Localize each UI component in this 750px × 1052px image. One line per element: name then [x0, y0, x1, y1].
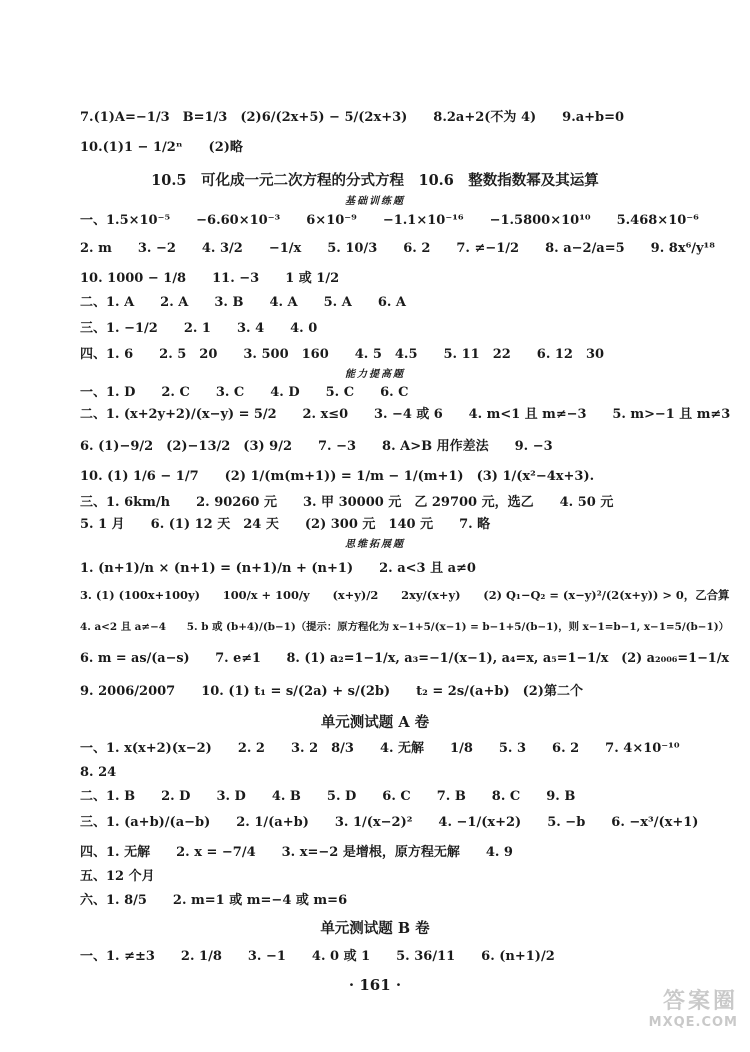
answer-line: 3. (1) (100x+100y) 100/x + 100/y (x+y)/2 2xy/(x+y) (2) Q₁−Q₂ = (x−y)²/(2(x+y)) > 0，乙合算 [80, 588, 730, 602]
answer-line: 6. m = as/(a−s) 7. e≠1 8. (1) a₂=1−1/x, a₃=−1/(x−1), a₄=x, a₅=1−1/x (2) a₂₀₀₆=1−1/x [80, 651, 730, 666]
subsection-basic: 基础训练题 [345, 196, 405, 207]
answer-line: 一、1. x(x+2)(x−2) 2. 2 3. 2 8/3 4. 无解 1/8 5. 3 6. 2 7. 4×10⁻¹⁰ [80, 741, 680, 756]
subsection-thinking: 思维拓展题 [345, 539, 405, 550]
watermark-url: MXQE.COM [648, 1015, 738, 1030]
answer-line: 2. m 3. −2 4. 3/2 −1/x 5. 10/3 6. 2 7. ≠−1/2 8. a−2/a=5 9. 8x⁶/y¹⁸ [80, 241, 715, 256]
answer-line: 7.(1)A=−1/3 B=1/3 (2)6/(2x+5) − 5/(2x+3) 8.2a+2(不为 4) 9.a+b=0 [80, 110, 625, 125]
answer-line: 三、1. 6km/h 2. 90260 元 3. 甲 30000 元 乙 29700 元，选乙 4. 50 元 [80, 495, 614, 510]
answer-line: 一、1. ≠±3 2. 1/8 3. −1 4. 0 或 1 5. 36/11 6. (n+1)/2 [80, 949, 555, 964]
answer-line: 二、1. (x+2y+2)/(x−y) = 5/2 2. x≤0 3. −4 或 6 4. m<1 且 m≠−3 5. m>−1 且 m≠3 [80, 407, 731, 422]
answer-line: 10. (1) 1/6 − 1/7 (2) 1/(m(m+1)) = 1/m − 1/(m+1) (3) 1/(x²−4x+3). [80, 469, 595, 484]
watermark-logo-text: 答案圈 [662, 989, 738, 1014]
unit-test-a-title: 单元测试题 A 卷 [320, 714, 430, 731]
answer-line: 四、1. 6 2. 5 20 3. 500 160 4. 5 4.5 5. 11 22 6. 12 30 [80, 347, 605, 362]
answer-line: 4. a<2 且 a≠−4 5. b 或 (b+4)/(b−1)（提示：原方程化为 x−1+5/(x−1) = b−1+5/(b−1)，则 x−1=b−1, x−1=5/(b−1)） [80, 621, 729, 633]
answer-line: 10. 1000 − 1/8 11. −3 1 或 1/2 [80, 271, 340, 286]
answer-line: 六、1. 8/5 2. m=1 或 m=−4 或 m=6 [80, 893, 348, 908]
watermark-logo [588, 984, 738, 1044]
unit-test-b-title: 单元测试题 B 卷 [320, 920, 430, 937]
subsection-ability: 能力提高题 [345, 369, 405, 380]
answer-line: 9. 2006/2007 10. (1) t₁ = s/(2a) + s/(2b) t₂ = 2s/(a+b) (2)第二个 [80, 684, 583, 699]
answer-line: 三、1. −1/2 2. 1 3. 4 4. 0 [80, 321, 318, 336]
answer-line: 5. 1 月 6. (1) 12 天 24 天 (2) 300 元 140 元 7. 略 [80, 517, 491, 532]
answer-line: 四、1. 无解 2. x = −7/4 3. x=−2 是增根，原方程无解 4. 9 [80, 845, 513, 860]
answer-line: 三、1. (a+b)/(a−b) 2. 1/(a+b) 3. 1/(x−2)² 4. −1/(x+2) 5. −b 6. −x³/(x+1) [80, 815, 699, 830]
answer-line: 8. 24 [80, 765, 117, 780]
answer-line: 10.(1)1 − 1/2ⁿ (2)略 [80, 140, 243, 155]
answer-line: 一、1. D 2. C 3. C 4. D 5. C 6. C [80, 385, 409, 400]
answer-line: 二、1. A 2. A 3. B 4. A 5. A 6. A [80, 295, 407, 310]
answer-line: 五、12 个月 [80, 869, 155, 884]
answer-line: 1. (n+1)/n × (n+1) = (n+1)/n + (n+1) 2. a<3 且 a≠0 [80, 561, 476, 576]
answer-line: 二、1. B 2. D 3. D 4. B 5. D 6. C 7. B 8. C 9. B [80, 789, 576, 804]
section-title: 10.5 可化成一元二次方程的分式方程 10.6 整数指数幂及其运算 [151, 172, 599, 189]
answer-line: 6. (1)−9/2 (2)−13/2 (3) 9/2 7. −3 8. A>B 用作差法 9. −3 [80, 439, 553, 454]
answer-line: 一、1.5×10⁻⁵ −6.60×10⁻³ 6×10⁻⁹ −1.1×10⁻¹⁶ −1.5800×10¹⁰ 5.468×10⁻⁶ [80, 213, 699, 228]
page-number: · 161 · [348, 976, 402, 994]
